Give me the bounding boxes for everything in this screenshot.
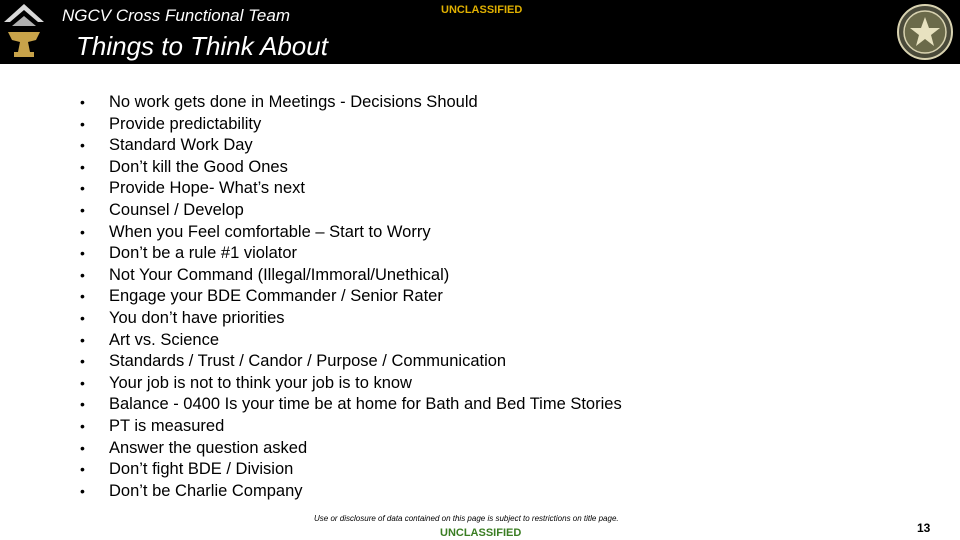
header-bar xyxy=(0,0,960,64)
bullet-text: Provide Hope- What’s next xyxy=(109,179,305,198)
bullet-text: Standard Work Day xyxy=(109,136,253,155)
bullet-text: Balance - 0400 Is your time be at home for Bath and Bed Time Stories xyxy=(109,395,622,414)
bullet-text: Counsel / Develop xyxy=(109,200,244,219)
bullet-icon: • xyxy=(80,266,85,283)
bullet-text: Don’t be Charlie Company xyxy=(109,481,303,500)
bullet-icon: • xyxy=(80,94,85,110)
bullet-text: Not Your Command (Illegal/Immoral/Unethical) xyxy=(109,265,450,284)
team-name: NGCV Cross Functional Team xyxy=(62,6,291,25)
army-futures-logo-icon xyxy=(0,0,48,64)
slide-title: Things to Think About xyxy=(76,31,328,61)
bullet-text: Engage your BDE Commander / Senior Rater xyxy=(109,287,443,306)
disclosure-notice: Use or disclosure of data contained on this page is subject to restrictions on title page. xyxy=(314,514,619,523)
bullet-icon: • xyxy=(80,461,85,478)
bullet-icon: • xyxy=(80,115,85,132)
bullet-icon: • xyxy=(80,158,85,175)
bullet-text: You don’t have priorities xyxy=(109,308,285,327)
bullet-icon: • xyxy=(80,180,85,197)
seal-icon xyxy=(894,3,956,61)
bullet-text: Provide predictability xyxy=(109,114,262,133)
bullet-icon: • xyxy=(80,439,85,456)
bullet-icon: • xyxy=(80,396,85,413)
bullet-icon: • xyxy=(80,331,85,348)
classification-bottom: UNCLASSIFIED xyxy=(440,527,522,539)
bullet-text: Don’t fight BDE / Division xyxy=(109,460,294,479)
page-number: 13 xyxy=(917,521,931,535)
bullet-icon: • xyxy=(80,309,85,326)
bullet-text: Don’t be a rule #1 violator xyxy=(109,244,298,263)
bullet-text: Your job is not to think your job is to know xyxy=(109,373,412,392)
bullet-icon: • xyxy=(80,482,85,499)
bullet-text: When you Feel comfortable – Start to Worry xyxy=(109,222,431,241)
bullet-icon: • xyxy=(80,201,85,218)
bullet-icon: • xyxy=(80,137,85,154)
classification-top: UNCLASSIFIED xyxy=(441,4,523,16)
bullet-icon: • xyxy=(80,353,85,370)
bullet-text: Art vs. Science xyxy=(109,330,220,349)
bullet-text: Answer the question asked xyxy=(109,438,308,457)
bullet-text: Don’t kill the Good Ones xyxy=(109,157,288,176)
bullet-text: PT is measured xyxy=(109,416,225,435)
bullet-icon: • xyxy=(80,223,85,240)
bullet-text: No work gets done in Meetings - Decisions Should xyxy=(109,93,478,111)
bullet-icon: • xyxy=(80,417,85,434)
bullet-icon: • xyxy=(80,245,85,262)
bullet-icon: • xyxy=(80,288,85,305)
bullet-text: Standards / Trust / Candor / Purpose / Communication xyxy=(109,352,507,371)
bullet-icon: • xyxy=(80,374,85,391)
